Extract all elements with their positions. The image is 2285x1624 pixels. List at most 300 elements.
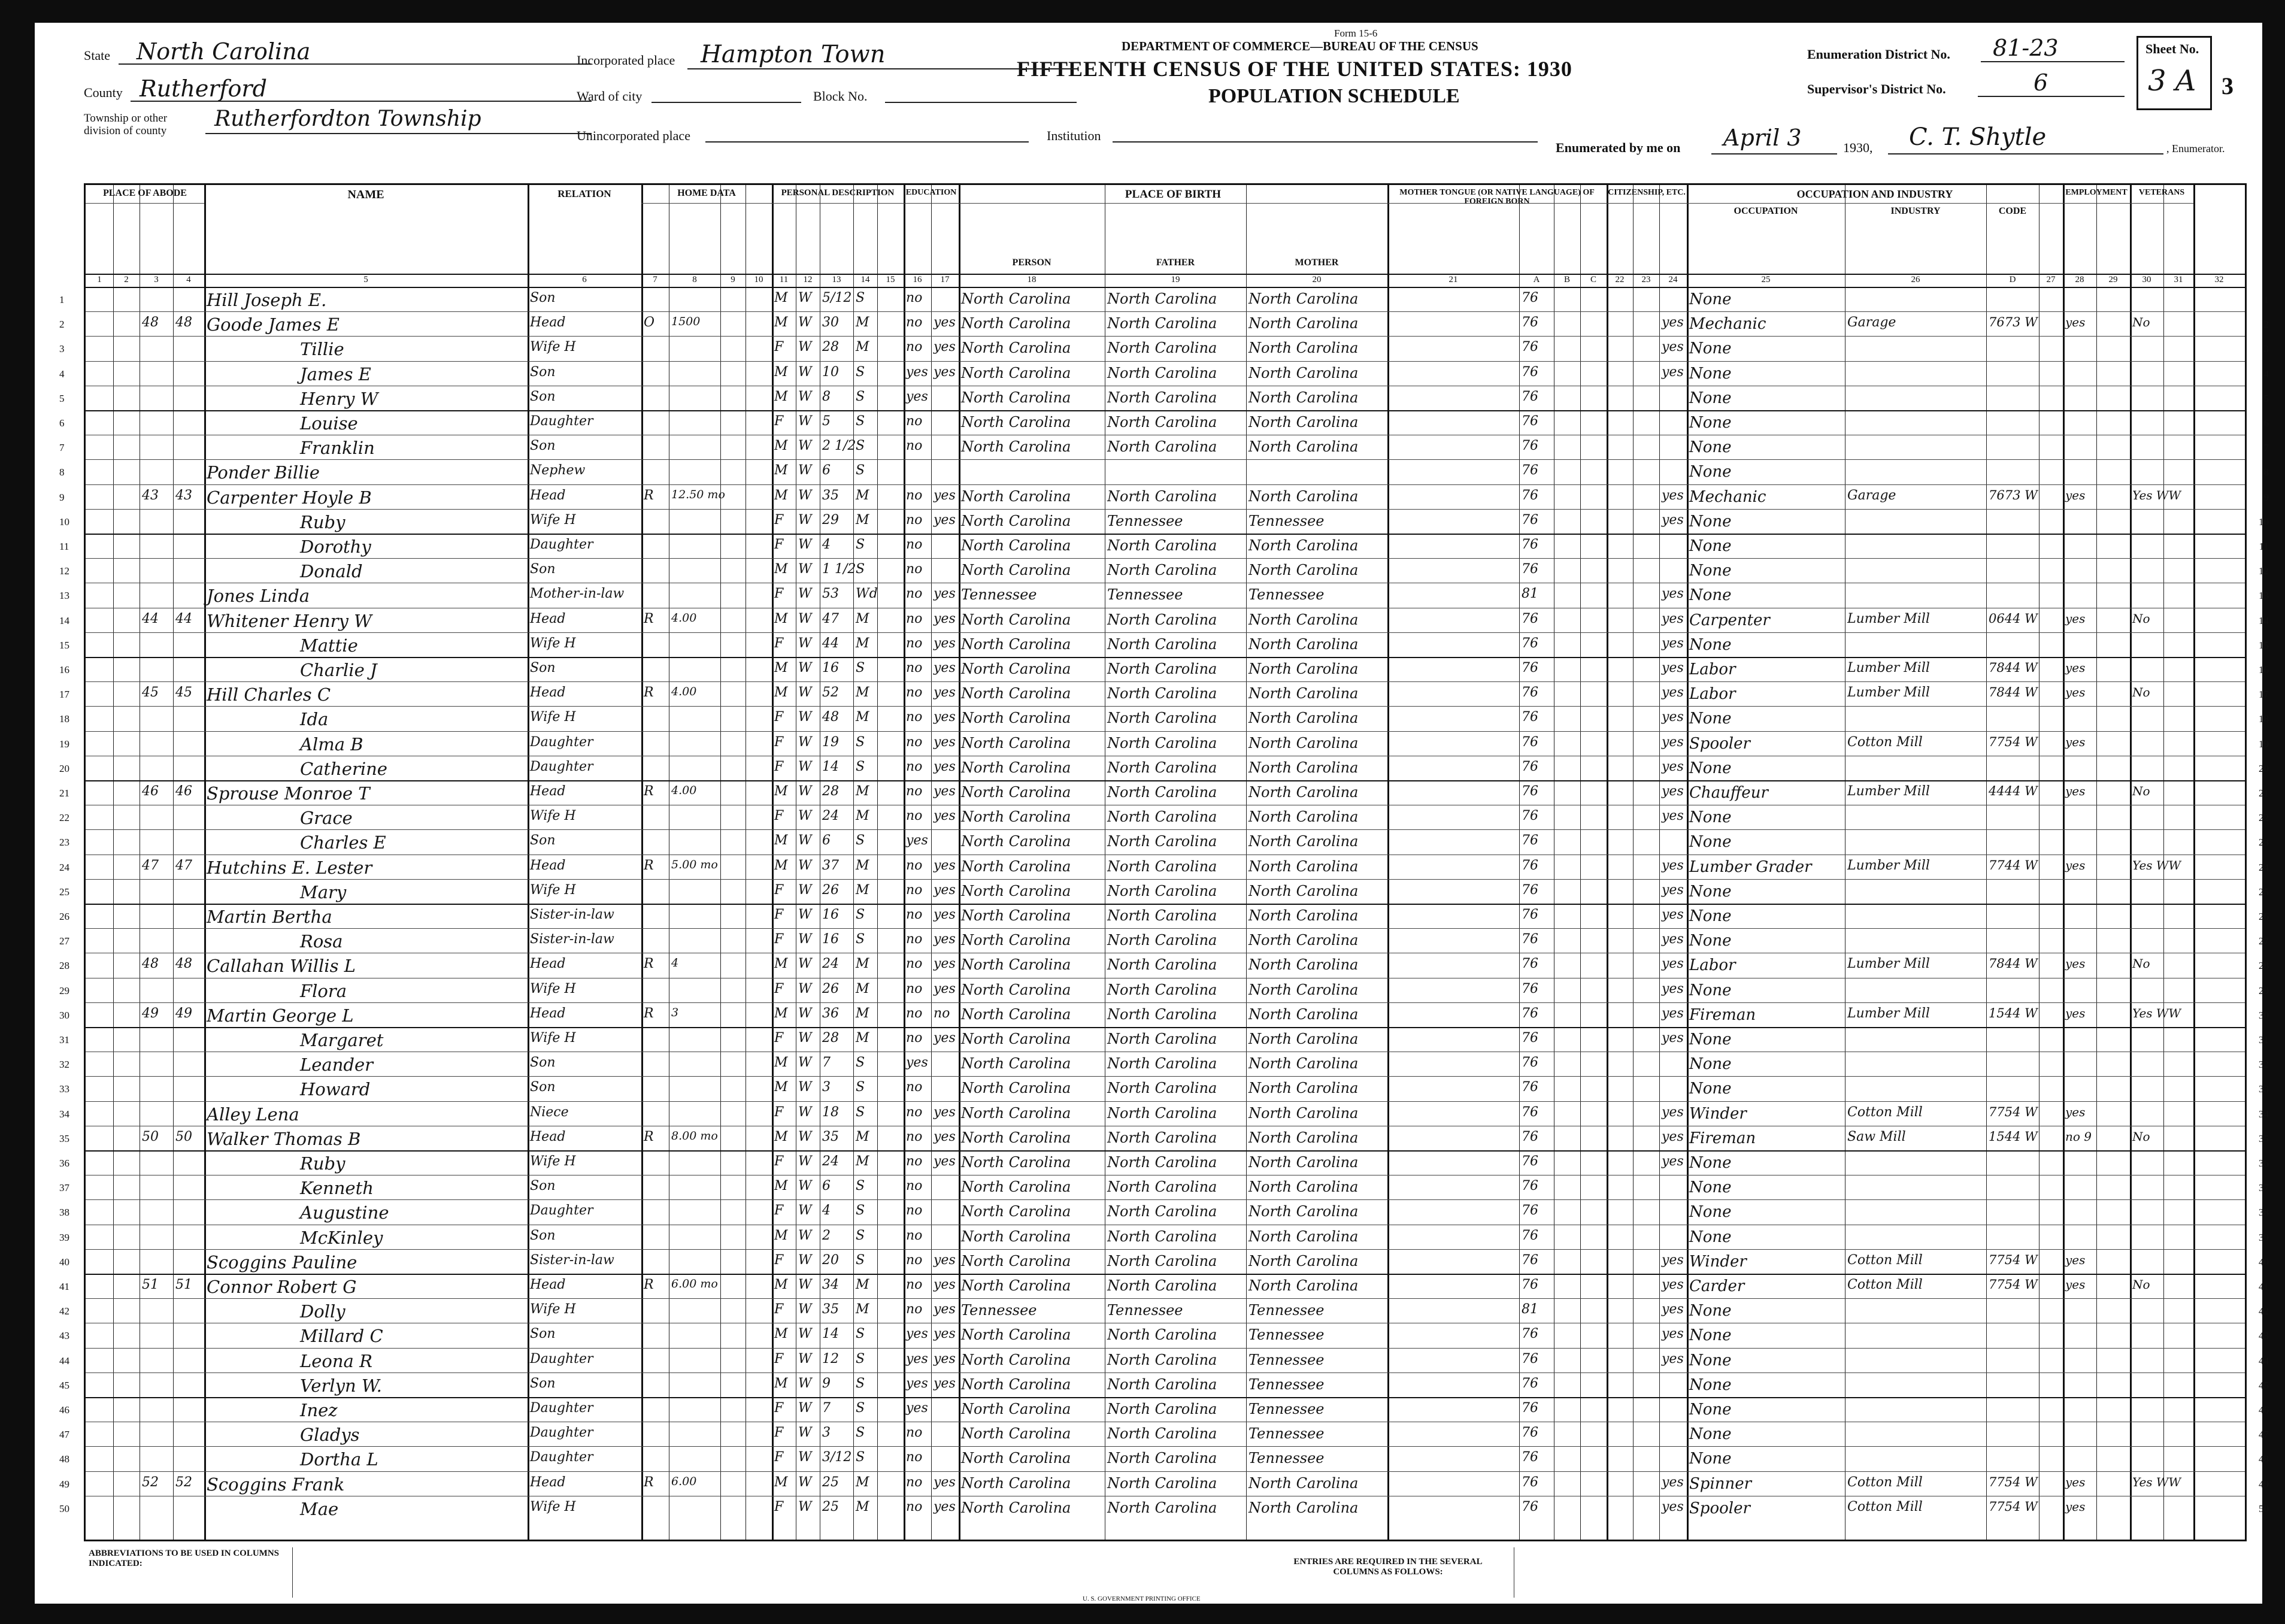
cell-rel: Son <box>530 290 556 305</box>
grid-column-rule <box>1387 185 1389 1540</box>
cell-sex: M <box>774 1178 788 1194</box>
cell-father: North Carolina <box>1107 1375 1217 1393</box>
cell-rel: Head <box>530 487 566 503</box>
cell-person: Tennessee <box>961 1302 1037 1319</box>
cell-rel: Mother-in-law <box>530 586 625 602</box>
abbrev-table <box>292 1547 1227 1598</box>
cell-occode: 7844 W <box>1989 685 2038 700</box>
cell-occ: None <box>1689 1302 1732 1320</box>
cell-race: W <box>798 1499 812 1514</box>
cell-sex: M <box>774 1277 788 1292</box>
enumerator-name: C. T. Shytle <box>1909 123 2047 151</box>
cell-rel: Head <box>530 685 566 701</box>
cell-name: Kenneth <box>300 1178 374 1199</box>
cell-father: North Carolina <box>1107 1228 1217 1245</box>
cell-school: no <box>906 562 923 577</box>
county-value: Rutherford <box>140 75 267 102</box>
state-value: North Carolina <box>137 38 311 65</box>
supervisor-label: Supervisor's District No. <box>1807 81 1946 96</box>
cell-codeA: 76 <box>1522 537 1538 552</box>
cell-mother: North Carolina <box>1248 685 1359 702</box>
cell-school: yes <box>906 364 928 380</box>
column-number: D <box>2009 275 2016 284</box>
cell-father: North Carolina <box>1107 290 1217 307</box>
cell-dw: 52 <box>142 1474 159 1490</box>
grid-row-rule <box>86 1471 2245 1472</box>
cell-race: W <box>798 340 812 355</box>
cell-mar: S <box>856 290 865 305</box>
cell-occode: 1544 W <box>1989 1005 2038 1020</box>
cell-eng: yes <box>1662 882 1684 898</box>
cell-father: North Carolina <box>1107 833 1217 850</box>
cell-rel: Nephew <box>530 463 586 478</box>
row-number: 48 <box>2259 1453 2269 1465</box>
cell-sex: M <box>774 1474 788 1490</box>
cell-occ: None <box>1689 340 1732 358</box>
cell-read: yes <box>934 635 956 651</box>
cell-ind: Lumber Mill <box>1847 1005 1930 1021</box>
grid-row-rule <box>86 558 2245 559</box>
grid-row-rule <box>86 1298 2245 1299</box>
row-number: 21 <box>2259 787 2269 799</box>
grid-row-rule <box>86 1274 2245 1275</box>
cell-race: W <box>798 586 812 602</box>
row-number: 49 <box>59 1478 69 1490</box>
cell-mother: North Carolina <box>1248 414 1359 431</box>
cell-occode: 7754 W <box>1989 1499 2038 1514</box>
cell-sex: F <box>774 907 784 922</box>
cell-occ: Carpenter <box>1689 611 1770 629</box>
cell-value: 4.00 <box>671 685 697 699</box>
cell-occ: None <box>1689 882 1732 901</box>
cell-eng: yes <box>1662 1252 1684 1268</box>
cell-sex: M <box>774 1129 788 1144</box>
cell-ind: Cotton Mill <box>1847 1104 1923 1120</box>
row-number: 24 <box>2259 861 2269 873</box>
cell-age: 3/12 <box>822 1450 852 1465</box>
cell-mar: S <box>856 1326 865 1342</box>
grid-column-rule <box>2130 185 2132 1540</box>
township-label: Township or other division of county <box>84 112 168 137</box>
cell-occ: None <box>1689 1055 1732 1074</box>
cell-name: Charlie J <box>300 660 377 680</box>
cell-dw: 48 <box>142 956 159 972</box>
row-number: 7 <box>59 442 65 454</box>
grid-row-rule <box>86 1348 2245 1349</box>
row-number: 50 <box>59 1502 69 1514</box>
cell-father: North Carolina <box>1107 1005 1217 1023</box>
cell-rel: Son <box>530 1055 556 1071</box>
cell-ind: Garage <box>1847 315 1896 331</box>
column-number: 1 <box>97 275 102 284</box>
cell-person: North Carolina <box>961 1474 1071 1492</box>
cell-person: North Carolina <box>961 808 1071 826</box>
cell-father: North Carolina <box>1107 1326 1217 1344</box>
cell-tenure: R <box>644 1474 654 1490</box>
cell-age: 47 <box>822 611 839 626</box>
cell-rel: Wife H <box>530 710 576 725</box>
cell-occ: None <box>1689 537 1732 555</box>
cell-dw: 44 <box>142 611 159 626</box>
cell-school: no <box>906 1031 923 1046</box>
cell-age: 35 <box>822 1302 839 1317</box>
cell-mother: North Carolina <box>1248 1252 1359 1269</box>
cell-fam: 43 <box>175 487 192 503</box>
cell-name: Grace <box>300 808 353 829</box>
cell-occ: Spooler <box>1689 734 1750 753</box>
grid-row-rule <box>86 681 2245 682</box>
cell-mother: North Carolina <box>1248 660 1359 677</box>
row-number: 14 <box>2259 614 2269 626</box>
grid-row-rule <box>1607 203 1687 204</box>
cell-codeA: 76 <box>1522 290 1538 305</box>
cell-rel: Wife H <box>530 1499 576 1514</box>
cell-school: no <box>906 1474 923 1490</box>
cell-mother: North Carolina <box>1248 1129 1359 1146</box>
cell-mar: S <box>856 660 865 675</box>
cell-dw: 43 <box>142 487 159 503</box>
cell-race: W <box>798 734 812 750</box>
cell-mar: M <box>856 710 869 725</box>
cell-read: yes <box>934 734 956 750</box>
cell-age: 26 <box>822 981 839 996</box>
sheet-box <box>2136 36 2212 110</box>
cell-read: yes <box>934 487 956 503</box>
grid-row-rule <box>86 1027 2245 1028</box>
cell-codeA: 76 <box>1522 487 1538 503</box>
cell-sex: F <box>774 414 784 429</box>
cell-school: no <box>906 1080 923 1095</box>
cell-codeA: 76 <box>1522 414 1538 429</box>
row-number: 33 <box>2259 1083 2269 1095</box>
cell-codeA: 76 <box>1522 1080 1538 1095</box>
cell-read: yes <box>934 932 956 947</box>
cell-sex: F <box>774 1252 784 1268</box>
column-group-header: PLACE OF ABODE <box>103 188 187 198</box>
cell-name: Martin Bertha <box>207 907 332 927</box>
cell-mother: Tennessee <box>1248 1351 1325 1368</box>
cell-race: W <box>798 1104 812 1120</box>
cell-mar: M <box>856 981 869 996</box>
institution-label: Institution <box>1047 128 1101 143</box>
cell-race: W <box>798 1425 812 1441</box>
county-label: County <box>84 85 123 100</box>
cell-mar: S <box>856 734 865 750</box>
row-number: 37 <box>2259 1182 2269 1194</box>
cell-age: 5/12 <box>822 290 852 305</box>
row-number: 30 <box>2259 1009 2269 1021</box>
cell-rel: Daughter <box>530 414 593 429</box>
cell-age: 28 <box>822 340 839 355</box>
cell-mar: M <box>856 1154 869 1169</box>
cell-value: 1500 <box>671 315 701 329</box>
cell-person: North Carolina <box>961 414 1071 431</box>
cell-fam: 47 <box>175 858 192 873</box>
cell-mother: North Carolina <box>1248 340 1359 357</box>
grid-row-rule <box>86 657 2245 658</box>
cell-school: no <box>906 611 923 626</box>
cell-race: W <box>798 1203 812 1219</box>
cell-mother: North Carolina <box>1248 858 1359 875</box>
column-group-header: PERSONAL DESCRIPTION <box>781 188 895 198</box>
column-number: 18 <box>1027 275 1037 284</box>
cell-name: Ruby <box>300 511 346 532</box>
cell-race: W <box>798 487 812 503</box>
cell-age: 30 <box>822 315 839 331</box>
column-number: 31 <box>2174 275 2183 284</box>
cell-father: North Carolina <box>1107 1474 1217 1492</box>
row-number: 3 <box>2263 343 2269 355</box>
supervisor-value: 6 <box>2034 69 2048 96</box>
cell-rel: Son <box>530 1375 556 1391</box>
cell-sex: M <box>774 1080 788 1095</box>
column-number: 19 <box>1171 275 1180 284</box>
cell-eng: yes <box>1662 1005 1684 1021</box>
cell-name: Hutchins E. Lester <box>207 857 372 878</box>
cell-race: W <box>798 759 812 774</box>
cell-person: North Carolina <box>961 833 1071 850</box>
cell-father: North Carolina <box>1107 487 1217 505</box>
cell-name: Franklin <box>300 438 375 459</box>
cell-name: Goode James E <box>207 314 340 335</box>
cell-eng: yes <box>1662 660 1684 675</box>
cell-person: North Carolina <box>961 956 1071 974</box>
cell-person: North Carolina <box>961 1499 1071 1516</box>
grid-column-rule <box>877 185 878 1540</box>
grid-row-rule <box>86 829 2245 830</box>
cell-school: no <box>906 1154 923 1169</box>
cell-mother: North Carolina <box>1248 1080 1359 1097</box>
cell-value: 4.00 <box>671 784 697 797</box>
cell-person: North Carolina <box>961 660 1071 677</box>
row-number: 50 <box>2259 1502 2269 1514</box>
column-number: 2 <box>124 275 129 284</box>
cell-name: Scoggins Frank <box>207 1474 345 1495</box>
cell-name: Verlyn W. <box>300 1375 382 1396</box>
cell-codeA: 76 <box>1522 1351 1538 1367</box>
cell-mother: North Carolina <box>1248 882 1359 899</box>
abbrev-title: ABBREVIATIONS TO BE USED IN COLUMNS INDICATED: <box>89 1549 279 1569</box>
cell-rel: Wife H <box>530 1031 576 1046</box>
block-label: Block No. <box>813 89 868 104</box>
row-number: 47 <box>2259 1429 2269 1441</box>
row-number: 36 <box>59 1158 69 1169</box>
cell-mar: S <box>856 907 865 922</box>
column-number: 26 <box>1911 275 1920 284</box>
column-number: 5 <box>363 275 368 284</box>
cell-rel: Son <box>530 562 556 577</box>
cell-mar: M <box>856 858 869 873</box>
sheet-label: Sheet No. <box>2145 41 2199 56</box>
cell-name: Catherine <box>300 758 387 779</box>
cell-occ: None <box>1689 1154 1732 1172</box>
cell-mother: North Carolina <box>1248 290 1359 307</box>
cell-read: yes <box>934 1277 956 1292</box>
cell-codeA: 76 <box>1522 1005 1538 1021</box>
enum-district-label: Enumeration District No. <box>1807 47 1950 62</box>
row-number: 17 <box>59 689 69 701</box>
cell-school: no <box>906 438 923 454</box>
cell-sex: F <box>774 1401 784 1416</box>
cell-age: 16 <box>822 907 839 922</box>
row-number: 40 <box>59 1256 69 1268</box>
cell-fam: 49 <box>175 1005 192 1021</box>
cell-name: Scoggins Pauline <box>207 1252 357 1272</box>
cell-ind: Lumber Mill <box>1847 858 1930 873</box>
row-number: 4 <box>2263 368 2269 380</box>
cell-name: Henry W <box>300 388 378 409</box>
ward-label: Ward of city <box>577 89 643 104</box>
cell-sex: F <box>774 734 784 750</box>
cell-father: North Carolina <box>1107 414 1217 431</box>
cell-occ: Labor <box>1689 685 1736 704</box>
cell-occ: None <box>1689 1031 1732 1049</box>
cell-ind: Lumber Mill <box>1847 685 1930 701</box>
cell-mother: North Carolina <box>1248 759 1359 776</box>
cell-school: no <box>906 759 923 774</box>
cell-occ: None <box>1689 1375 1732 1394</box>
cell-school: no <box>906 1129 923 1144</box>
cell-race: W <box>798 414 812 429</box>
cell-name: Ruby <box>300 1153 346 1174</box>
cell-mar: S <box>856 1375 865 1391</box>
column-number: C <box>1590 275 1596 284</box>
cell-mother: North Carolina <box>1248 611 1359 628</box>
cell-race: W <box>798 1351 812 1367</box>
grid-column-rule <box>853 185 854 1540</box>
row-number: 16 <box>2259 664 2269 675</box>
cell-read: yes <box>934 1302 956 1317</box>
cell-age: 4 <box>822 537 831 552</box>
cell-school: yes <box>906 1375 928 1391</box>
row-number: 26 <box>59 911 69 922</box>
cell-sex: F <box>774 981 784 996</box>
cell-sex: M <box>774 315 788 331</box>
grid-column-rule <box>1986 185 1987 1540</box>
cell-vet: Yes WW <box>2132 1474 2181 1489</box>
cell-father: North Carolina <box>1107 1104 1217 1122</box>
cell-person: North Carolina <box>961 1228 1071 1245</box>
column-number: 27 <box>2046 275 2056 284</box>
cell-emp: yes <box>2065 660 2086 675</box>
cell-rel: Daughter <box>530 537 593 552</box>
cell-mar: S <box>856 1425 865 1441</box>
cell-codeA: 76 <box>1522 956 1538 972</box>
cell-codeA: 76 <box>1522 1499 1538 1514</box>
grid-row-rule <box>86 1150 2245 1152</box>
printer-label: U. S. GOVERNMENT PRINTING OFFICE <box>1083 1595 1201 1602</box>
cell-age: 28 <box>822 1031 839 1046</box>
row-number: 22 <box>59 812 69 824</box>
cell-vet: No <box>2132 685 2150 700</box>
cell-mar: S <box>856 1401 865 1416</box>
cell-father: North Carolina <box>1107 710 1217 727</box>
cell-mar: M <box>856 685 869 701</box>
column-number: 28 <box>2075 275 2084 284</box>
cell-sex: M <box>774 562 788 577</box>
cell-mar: S <box>856 1203 865 1219</box>
cell-emp: yes <box>2065 315 2086 330</box>
cell-father: North Carolina <box>1107 1203 1217 1220</box>
cell-occ: Spinner <box>1689 1474 1752 1493</box>
census-page <box>35 23 2269 1604</box>
grid-column-rule <box>772 185 774 1540</box>
cell-occ: None <box>1689 290 1732 308</box>
cell-name: Leander <box>300 1055 373 1075</box>
cell-age: 52 <box>822 685 839 701</box>
cell-emp: yes <box>2065 1252 2086 1267</box>
cell-occ: None <box>1689 1080 1732 1098</box>
cell-occ: None <box>1689 586 1732 605</box>
cell-father: North Carolina <box>1107 537 1217 554</box>
cell-race: W <box>798 635 812 651</box>
column-number: 7 <box>653 275 657 284</box>
grid-row-rule <box>86 879 2245 880</box>
cell-rel: Son <box>530 438 556 454</box>
cell-read: yes <box>934 340 956 355</box>
cell-occ: None <box>1689 1326 1732 1345</box>
cell-age: 10 <box>822 364 839 380</box>
cell-vet: No <box>2132 315 2150 330</box>
cell-sex: F <box>774 512 784 528</box>
column-number: 23 <box>1641 275 1651 284</box>
cell-school: no <box>906 784 923 799</box>
cell-person: North Carolina <box>961 1401 1071 1417</box>
cell-name: Millard C <box>300 1326 383 1347</box>
cell-mother: North Carolina <box>1248 808 1359 826</box>
cell-fam: 51 <box>175 1277 192 1292</box>
cell-person: North Carolina <box>961 734 1071 752</box>
cell-mother: North Carolina <box>1248 1055 1359 1072</box>
cell-eng: yes <box>1662 932 1684 947</box>
cell-read: yes <box>934 1154 956 1169</box>
cell-occ: None <box>1689 438 1732 457</box>
row-number: 39 <box>59 1231 69 1243</box>
row-number: 19 <box>59 738 69 750</box>
cell-occ: None <box>1689 1178 1732 1197</box>
sheet-value: 3 A <box>2148 64 2196 98</box>
cell-mar: M <box>856 611 869 626</box>
cell-codeA: 76 <box>1522 932 1538 947</box>
cell-tenure: R <box>644 858 654 873</box>
grid-column-rule <box>1607 185 1608 1540</box>
cell-age: 48 <box>822 710 839 725</box>
cell-father: North Carolina <box>1107 1499 1217 1516</box>
cell-eng: yes <box>1662 1154 1684 1169</box>
grid-row-rule <box>86 509 2245 510</box>
cell-dw: 51 <box>142 1277 159 1292</box>
row-number: 15 <box>59 639 69 651</box>
cell-sex: M <box>774 858 788 873</box>
grid-row-rule <box>86 1076 2245 1077</box>
row-number: 10 <box>59 516 69 528</box>
cell-eng: yes <box>1662 710 1684 725</box>
cell-read: no <box>934 1005 950 1021</box>
cell-vet: No <box>2132 1129 2150 1144</box>
grid-row-rule <box>86 484 2245 485</box>
cell-mar: S <box>856 1252 865 1268</box>
cell-tenure: R <box>644 1277 654 1292</box>
cell-sex: F <box>774 1104 784 1120</box>
cell-rel: Wife H <box>530 1302 576 1317</box>
cell-fam: 48 <box>175 315 192 331</box>
cell-person: North Carolina <box>961 858 1071 875</box>
cell-rel: Head <box>530 784 566 799</box>
cell-sex: M <box>774 290 788 305</box>
cell-tenure: R <box>644 1129 654 1144</box>
cell-mother: Tennessee <box>1248 1326 1325 1344</box>
cell-fam: 46 <box>175 784 192 799</box>
